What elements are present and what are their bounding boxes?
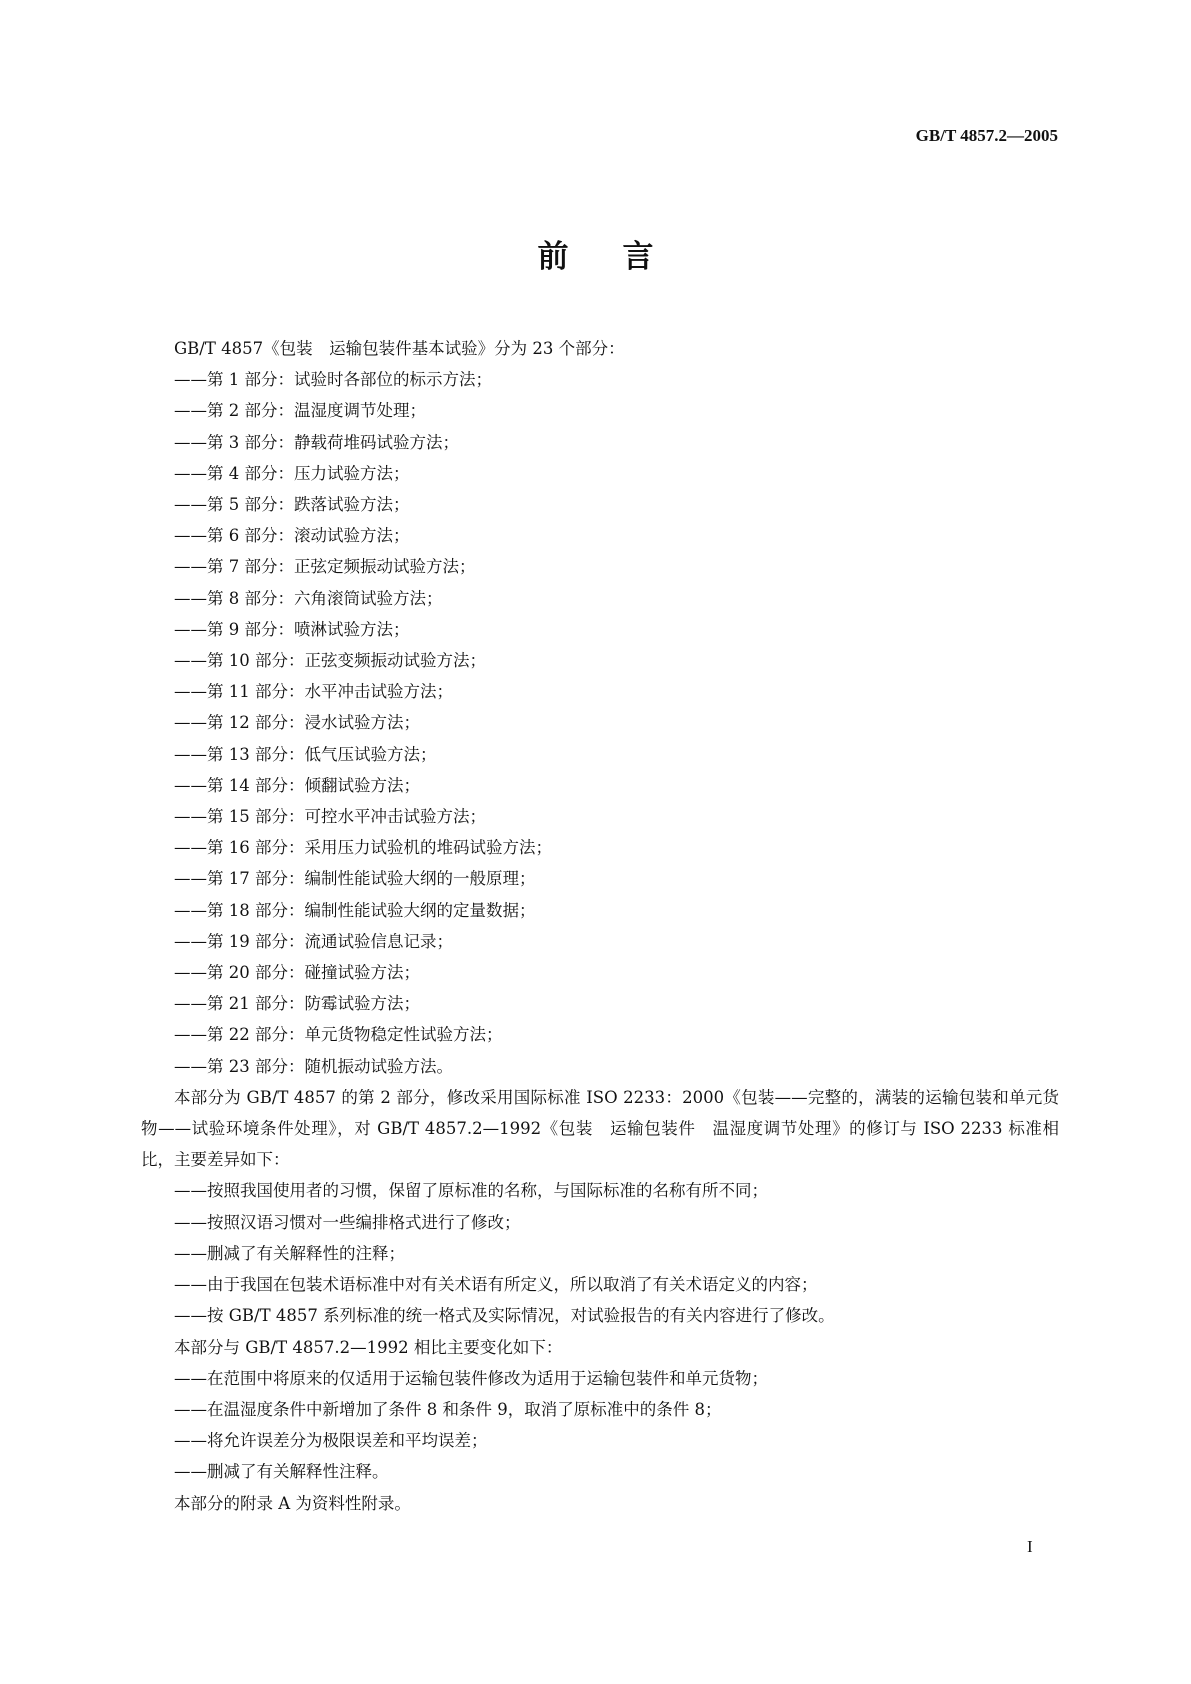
list-item: ——第 14 部分：倾翻试验方法；	[174, 775, 420, 795]
list-item: ——由于我国在包装术语标准中对有关术语有所定义，所以取消了有关术语定义的内容；	[174, 1275, 818, 1295]
list-item: ——按照我国使用者的习惯，保留了原标准的名称，与国际标准的名称有所不同；	[174, 1181, 768, 1201]
list-item: ——第 1 部分：试验时各部位的标示方法；	[174, 370, 492, 390]
changes-list	[141, 1363, 1059, 1488]
list-item: ——第 11 部分：水平冲击试验方法；	[174, 682, 453, 702]
list-item: ——第 19 部分：流通试验信息记录；	[174, 931, 453, 951]
parts-list	[141, 364, 1059, 1082]
list-item: ——第 5 部分：跌落试验方法；	[174, 495, 410, 515]
list-item: ——第 8 部分：六角滚筒试验方法；	[174, 588, 443, 608]
list-item: ——第 13 部分：低气压试验方法；	[174, 744, 437, 764]
list-item: ——第 9 部分：喷淋试验方法；	[174, 619, 410, 639]
list-item: ——第 12 部分：浸水试验方法；	[174, 713, 420, 733]
list-item: ——第 3 部分：静载荷堆码试验方法；	[174, 432, 459, 452]
list-item: ——第 4 部分：压力试验方法；	[174, 463, 410, 483]
list-item: ——按照汉语习惯对一些编排格式进行了修改；	[174, 1212, 521, 1232]
list-item: ——第 2 部分：温湿度调节处理；	[174, 401, 426, 421]
preface-body	[141, 333, 1059, 1519]
list-item: ——第 22 部分：单元货物稳定性试验方法；	[174, 1025, 503, 1045]
page-number: I	[1027, 1537, 1033, 1556]
list-item: ——按 GB/T 4857 系列标准的统一格式及实际情况，对试验报告的有关内容进行了修改。	[174, 1306, 835, 1326]
list-item: ——删减了有关解释性的注释；	[174, 1243, 405, 1263]
list-item: ——第 18 部分：编制性能试验大纲的定量数据；	[174, 900, 536, 920]
iso-paragraph: 本部分为 GB/T 4857 的第 2 部分，修改采用国际标准 ISO 2233：2000《包装——完整的，满装的运输包装和单元货物——试验环境条件处理》，对 GB/T 4857.2—1992《包装 运输包装件 温湿度调节处理》的修订与 ISO 2233 标准相比，主要差异如下：	[141, 1087, 1059, 1170]
list-item: ——第 20 部分：碰撞试验方法；	[174, 963, 420, 983]
list-item: ——第 16 部分：采用压力试验机的堆码试验方法；	[174, 838, 552, 858]
list-item: ——第 6 部分：滚动试验方法；	[174, 526, 410, 546]
intro-paragraph: GB/T 4857《包装 运输包装件基本试验》分为 23 个部分：	[174, 339, 625, 358]
page-title: 前言	[537, 239, 708, 275]
list-item: ——第 15 部分：可控水平冲击试验方法；	[174, 807, 486, 827]
list-item: ——第 10 部分：正弦变频振动试验方法；	[174, 651, 486, 671]
list-item: ——将允许误差分为极限误差和平均误差；	[174, 1431, 488, 1451]
iso-differences-list	[141, 1175, 1059, 1331]
list-item: ——第 21 部分：防霉试验方法；	[174, 994, 420, 1014]
list-item: ——第 17 部分：编制性能试验大纲的一般原理；	[174, 869, 536, 889]
list-item: ——删减了有关解释性注释。	[174, 1462, 389, 1482]
list-item: ——在温湿度条件中新增加了条件 8 和条件 9，取消了原标准中的条件 8；	[174, 1399, 722, 1419]
list-item: ——在范围中将原来的仅适用于运输包装件修改为适用于运输包装件和单元货物；	[174, 1368, 768, 1388]
standard-code: GB/T 4857.2—2005	[915, 126, 1058, 145]
changes-paragraph: 本部分与 GB/T 4857.2—1992 相比主要变化如下：	[174, 1337, 563, 1357]
list-item: ——第 7 部分：正弦定频振动试验方法；	[174, 557, 476, 577]
list-item: ——第 23 部分：随机振动试验方法。	[174, 1056, 453, 1076]
annex-note: 本部分的附录 A 为资料性附录。	[174, 1493, 411, 1513]
